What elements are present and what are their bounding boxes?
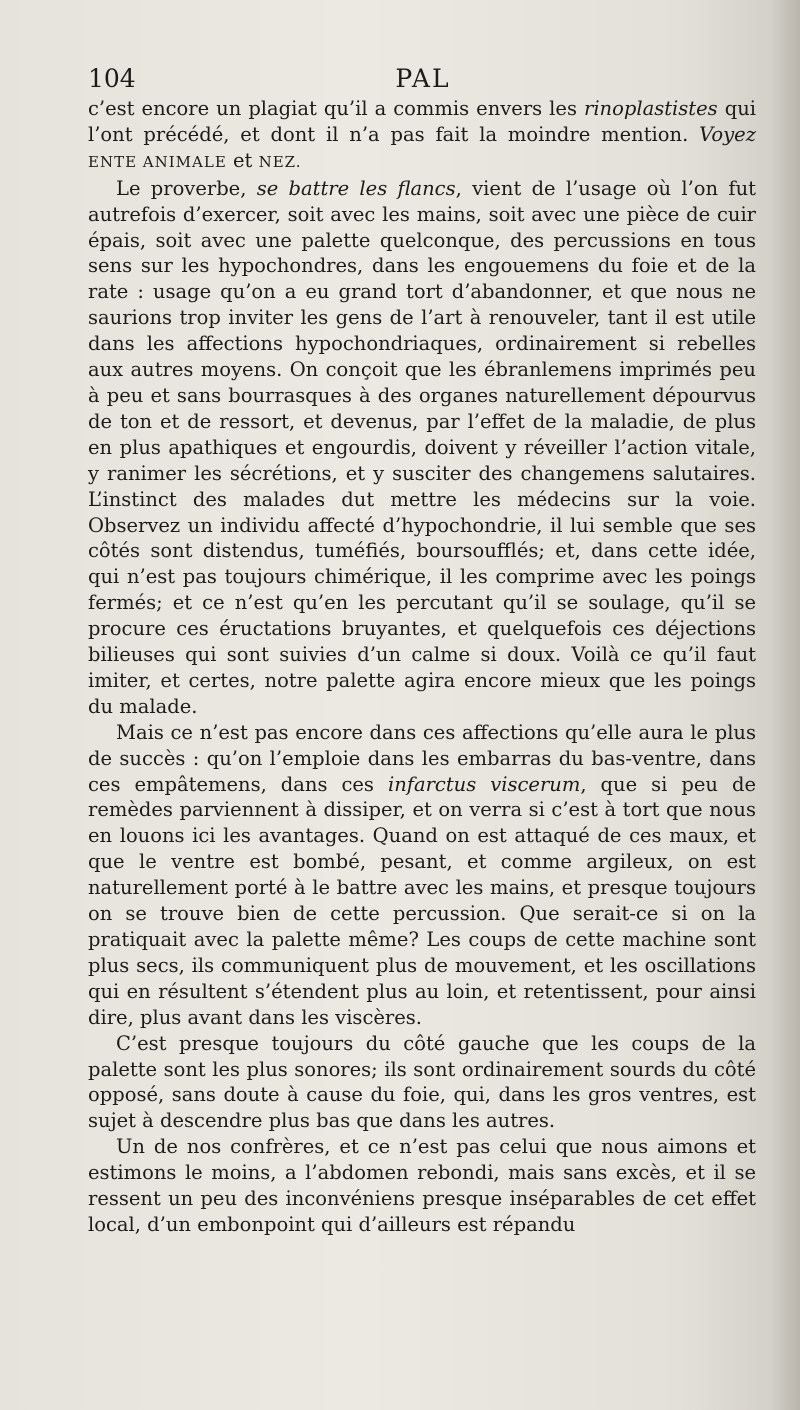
page-number: 104: [88, 64, 136, 93]
running-head: PAL: [395, 64, 451, 93]
paragraph: [88, 96, 756, 176]
text-span: Le proverbe,: [116, 176, 257, 200]
text-span: , que si peu de remèdes parviennent à dissiper, et on verra si c’est à tort que nous en louons ici les avantages. Quand on est attaqué de ces maux, et que le ventre est bombé, pesant, et comme argileux, on est naturellement porté à le battre avec les mains, et presque toujours on se trouve bien de cette percussion. Que serait-ce si on la pratiquait avec la palette même? Les coups de cette machine sont plus secs, ils communiquent plus de mouvement, et les oscillations qui en résultent s’étendent plus au loin, et retentissent, pour ainsi dire, plus avant dans les viscères.: [88, 772, 757, 1029]
text-span: c’est encore un plagiat qu’il a commis envers les: [88, 97, 584, 120]
text-span: qui l’ont précédé, et dont il n’a pas fait la moindre mention.: [88, 97, 756, 146]
italic-span: se battre les flancs: [256, 176, 456, 200]
italic-span: Voyez: [699, 122, 756, 146]
paragraph: [88, 176, 756, 720]
text-span: C’est presque toujours du côté gauche que les coups de la palette sont les plus sonores; ils sont ordinairement sourds du côté opposé, sans doute à cause du foie, qui, dans les gros ventres, est sujet à descendre plus bas que dans les autres.: [88, 1031, 756, 1133]
small-caps-span: NEZ.: [258, 152, 302, 171]
text-span: et: [226, 148, 259, 172]
italic-span: rinoplastistes: [584, 97, 718, 120]
body-text: [88, 96, 756, 1238]
text-span: Un de nos confrères, et ce n’est pas celui que nous aimons et estimons le moins, a l’abdomen rebondi, mais sans excès, et il se ressent un peu des inconvéniens presque inséparables de cet effet local, d’un embonpoint qui d’ailleurs est répandu: [88, 1135, 756, 1236]
text-span: Mais ce n’est pas encore dans ces affections qu’elle aura le plus de succès : qu’on l’emploie dans les embarras du bas-ventre, dans ces empâtemens, dans ces: [88, 720, 756, 796]
paragraph: [88, 720, 756, 1031]
page-header: [88, 64, 758, 96]
paragraph: [88, 1031, 756, 1135]
text-span: , vient de l’usage où l’on fut autrefois d’exercer, soit avec les mains, soit avec une pièce de cuir épais, soit avec une palette quelconque, des percussions en tous sens sur les hypochondres, dans les engouemens du foie et de la rate : usage qu’on a eu grand tort d’abandonner, et que nous ne saurions trop inviter les gens de l’art à renouveler, tant il est utile dans les affections hypochondriaques, ordinairement si rebelles aux autres moyens. On conçoit que les ébranlemens imprimés peu à peu et sans bourrasques à des organes naturellement dépourvus de ton et de ressort, et devenus, par l’effet de la maladie, de plus en plus apathiques et engourdis, doivent y réveiller l’action vitale, y ranimer les sécrétions, et y susciter des changemens salutaires. L’instinct des malades dut mettre les médecins sur la voie. Observez un individu affecté d’hypochondrie, il lui semble que ses côtés sont distendus, tuméfiés, boursoufflés; et, dans cette idée, qui n’est pas toujours chimérique, il les comprime avec les poings fermés; et ce n’est qu’en les percutant qu’il se soulage, qu’il se procure ces éructations bruyantes, et quelquefois ces déjections bilieuses qui sont suivies d’un calme si doux. Voilà ce qu’il faut imiter, et certes, notre palette agira encore mieux que les poings du malade.: [88, 176, 756, 718]
italic-span: infarctus viscerum: [387, 772, 581, 796]
page-edge-shadow: [770, 0, 800, 1410]
small-caps-span: ENTE ANIMALE: [88, 152, 227, 171]
paragraph: [88, 1134, 756, 1238]
